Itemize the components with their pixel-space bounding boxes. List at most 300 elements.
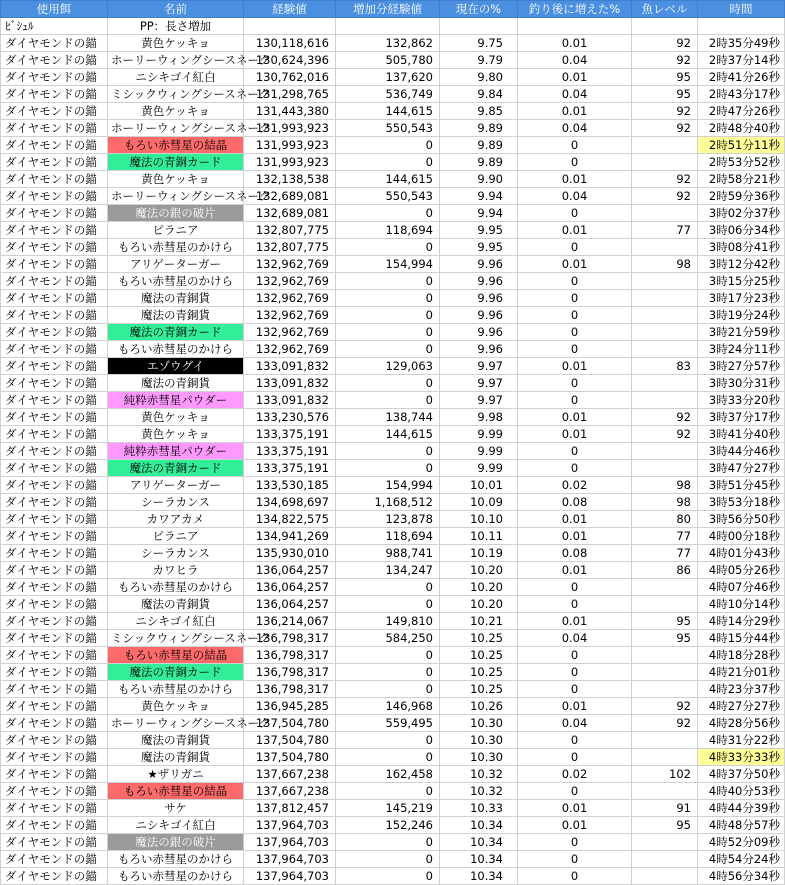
cell-fish-level[interactable]: 80 — [632, 511, 698, 528]
cell-exp[interactable]: 135,930,010 — [244, 545, 336, 562]
cell-exp[interactable]: 137,964,703 — [244, 868, 336, 885]
cell-fish-level[interactable]: 98 — [632, 477, 698, 494]
cell-current-percent[interactable]: 10.32 — [440, 766, 518, 783]
cell-exp[interactable]: 132,962,769 — [244, 324, 336, 341]
cell-exp-gain[interactable]: 0 — [336, 137, 440, 154]
cell-exp-gain[interactable]: 154,994 — [336, 477, 440, 494]
cell-percent-gain[interactable]: 0.04 — [518, 120, 632, 137]
header-fish-level[interactable]: 魚レベル — [632, 1, 698, 18]
cell-exp-gain[interactable]: 559,495 — [336, 715, 440, 732]
cell-fish-level[interactable] — [632, 137, 698, 154]
subheader-cell[interactable] — [518, 18, 632, 35]
cell-time[interactable]: 2時37分14秒 — [698, 52, 785, 69]
cell-bait[interactable]: ダイヤモンドの錨 — [1, 256, 108, 273]
cell-exp[interactable]: 137,964,703 — [244, 851, 336, 868]
cell-fish-level[interactable]: 92 — [632, 120, 698, 137]
cell-bait[interactable]: ダイヤモンドの錨 — [1, 239, 108, 256]
cell-time[interactable]: 3時02分37秒 — [698, 205, 785, 222]
cell-current-percent[interactable]: 9.94 — [440, 188, 518, 205]
cell-bait[interactable]: ダイヤモンドの錨 — [1, 375, 108, 392]
cell-time[interactable]: 2時59分36秒 — [698, 188, 785, 205]
cell-percent-gain[interactable]: 0 — [518, 290, 632, 307]
cell-percent-gain[interactable]: 0.02 — [518, 477, 632, 494]
cell-percent-gain[interactable]: 0.01 — [518, 409, 632, 426]
cell-time[interactable]: 2時41分26秒 — [698, 69, 785, 86]
cell-exp[interactable]: 133,091,832 — [244, 375, 336, 392]
cell-percent-gain[interactable]: 0 — [518, 137, 632, 154]
cell-bait[interactable]: ダイヤモンドの錨 — [1, 630, 108, 647]
cell-time[interactable]: 4時00分18秒 — [698, 528, 785, 545]
cell-bait[interactable]: ダイヤモンドの錨 — [1, 749, 108, 766]
cell-percent-gain[interactable]: 0 — [518, 324, 632, 341]
cell-exp-gain[interactable]: 0 — [336, 749, 440, 766]
cell-name[interactable]: もろい赤彗星の結晶 — [108, 783, 244, 800]
cell-exp-gain[interactable]: 0 — [336, 783, 440, 800]
cell-time[interactable]: 3時37分17秒 — [698, 409, 785, 426]
cell-fish-level[interactable]: 92 — [632, 188, 698, 205]
cell-time[interactable]: 4時52分09秒 — [698, 834, 785, 851]
cell-exp-gain[interactable]: 137,620 — [336, 69, 440, 86]
cell-fish-level[interactable]: 92 — [632, 35, 698, 52]
cell-percent-gain[interactable]: 0.01 — [518, 35, 632, 52]
cell-current-percent[interactable]: 9.96 — [440, 273, 518, 290]
cell-fish-level[interactable]: 92 — [632, 103, 698, 120]
cell-percent-gain[interactable]: 0 — [518, 460, 632, 477]
cell-percent-gain[interactable]: 0 — [518, 392, 632, 409]
cell-exp[interactable]: 132,689,081 — [244, 205, 336, 222]
cell-current-percent[interactable]: 10.21 — [440, 613, 518, 630]
cell-bait[interactable]: ダイヤモンドの錨 — [1, 545, 108, 562]
cell-exp[interactable]: 132,962,769 — [244, 290, 336, 307]
cell-percent-gain[interactable]: 0 — [518, 664, 632, 681]
cell-current-percent[interactable]: 9.96 — [440, 341, 518, 358]
cell-exp-gain[interactable]: 0 — [336, 307, 440, 324]
cell-bait[interactable]: ダイヤモンドの錨 — [1, 341, 108, 358]
cell-exp-gain[interactable]: 0 — [336, 732, 440, 749]
cell-fish-level[interactable] — [632, 460, 698, 477]
cell-bait[interactable]: ダイヤモンドの錨 — [1, 273, 108, 290]
cell-bait[interactable]: ダイヤモンドの錨 — [1, 154, 108, 171]
cell-bait[interactable]: ダイヤモンドの錨 — [1, 392, 108, 409]
subheader-cell[interactable]: PP：長さ増加 — [108, 18, 244, 35]
cell-exp-gain[interactable]: 0 — [336, 154, 440, 171]
cell-bait[interactable]: ダイヤモンドの錨 — [1, 766, 108, 783]
cell-name[interactable]: 魔法の青銅貨 — [108, 307, 244, 324]
cell-bait[interactable]: ダイヤモンドの錨 — [1, 358, 108, 375]
cell-exp-gain[interactable]: 123,878 — [336, 511, 440, 528]
cell-percent-gain[interactable]: 0 — [518, 681, 632, 698]
header-exp[interactable]: 経験値 — [244, 1, 336, 18]
cell-bait[interactable]: ダイヤモンドの錨 — [1, 290, 108, 307]
cell-percent-gain[interactable]: 0.08 — [518, 545, 632, 562]
cell-percent-gain[interactable]: 0 — [518, 579, 632, 596]
cell-exp[interactable]: 137,964,703 — [244, 834, 336, 851]
cell-exp-gain[interactable]: 144,615 — [336, 103, 440, 120]
cell-name[interactable]: 黄色ケッキョ — [108, 409, 244, 426]
cell-exp[interactable]: 136,064,257 — [244, 596, 336, 613]
cell-exp-gain[interactable]: 0 — [336, 290, 440, 307]
cell-exp[interactable]: 133,375,191 — [244, 460, 336, 477]
cell-current-percent[interactable]: 9.89 — [440, 120, 518, 137]
cell-bait[interactable]: ダイヤモンドの錨 — [1, 137, 108, 154]
cell-percent-gain[interactable]: 0 — [518, 273, 632, 290]
cell-fish-level[interactable]: 95 — [632, 69, 698, 86]
cell-current-percent[interactable]: 9.99 — [440, 443, 518, 460]
cell-bait[interactable]: ダイヤモンドの錨 — [1, 443, 108, 460]
cell-percent-gain[interactable]: 0.01 — [518, 698, 632, 715]
cell-time[interactable]: 3時30分31秒 — [698, 375, 785, 392]
cell-exp[interactable]: 136,798,317 — [244, 664, 336, 681]
cell-percent-gain[interactable]: 0.01 — [518, 69, 632, 86]
cell-bait[interactable]: ダイヤモンドの錨 — [1, 511, 108, 528]
cell-exp-gain[interactable]: 1,168,512 — [336, 494, 440, 511]
cell-name[interactable]: ホーリーウィングシースネーク — [108, 52, 244, 69]
cell-exp[interactable]: 136,945,285 — [244, 698, 336, 715]
cell-fish-level[interactable] — [632, 596, 698, 613]
cell-time[interactable]: 3時08分41秒 — [698, 239, 785, 256]
cell-bait[interactable]: ダイヤモンドの錨 — [1, 698, 108, 715]
cell-current-percent[interactable]: 10.10 — [440, 511, 518, 528]
cell-exp[interactable]: 137,812,457 — [244, 800, 336, 817]
cell-bait[interactable]: ダイヤモンドの錨 — [1, 800, 108, 817]
cell-percent-gain[interactable]: 0 — [518, 154, 632, 171]
cell-current-percent[interactable]: 9.95 — [440, 239, 518, 256]
cell-percent-gain[interactable]: 0.01 — [518, 511, 632, 528]
cell-time[interactable]: 3時12分42秒 — [698, 256, 785, 273]
cell-name[interactable]: アリゲーターガー — [108, 256, 244, 273]
cell-exp[interactable]: 132,962,769 — [244, 256, 336, 273]
cell-name[interactable]: ホーリーウィングシースネーク — [108, 188, 244, 205]
cell-name[interactable]: もろい赤彗星の結晶 — [108, 647, 244, 664]
cell-fish-level[interactable] — [632, 868, 698, 885]
cell-percent-gain[interactable]: 0.01 — [518, 103, 632, 120]
cell-time[interactable]: 4時56分34秒 — [698, 868, 785, 885]
cell-exp-gain[interactable]: 0 — [336, 596, 440, 613]
cell-current-percent[interactable]: 10.19 — [440, 545, 518, 562]
cell-exp[interactable]: 132,689,081 — [244, 188, 336, 205]
cell-fish-level[interactable]: 92 — [632, 171, 698, 188]
cell-current-percent[interactable]: 9.79 — [440, 52, 518, 69]
cell-exp[interactable]: 130,624,396 — [244, 52, 336, 69]
cell-name[interactable]: 純粋赤彗星パウダー — [108, 443, 244, 460]
cell-time[interactable]: 3時17分23秒 — [698, 290, 785, 307]
cell-name[interactable]: ホーリーウィングシースネーク — [108, 120, 244, 137]
cell-bait[interactable]: ダイヤモンドの錨 — [1, 613, 108, 630]
cell-current-percent[interactable]: 9.89 — [440, 137, 518, 154]
cell-bait[interactable]: ダイヤモンドの錨 — [1, 868, 108, 885]
cell-fish-level[interactable]: 92 — [632, 698, 698, 715]
cell-exp[interactable]: 136,064,257 — [244, 579, 336, 596]
cell-bait[interactable]: ダイヤモンドの錨 — [1, 647, 108, 664]
cell-current-percent[interactable]: 10.25 — [440, 681, 518, 698]
cell-name[interactable]: シーラカンス — [108, 494, 244, 511]
cell-exp[interactable]: 134,698,697 — [244, 494, 336, 511]
cell-exp-gain[interactable]: 118,694 — [336, 528, 440, 545]
cell-fish-level[interactable] — [632, 681, 698, 698]
cell-time[interactable]: 3時47分27秒 — [698, 460, 785, 477]
cell-time[interactable]: 2時53分52秒 — [698, 154, 785, 171]
cell-current-percent[interactable]: 9.89 — [440, 154, 518, 171]
cell-exp[interactable]: 131,298,765 — [244, 86, 336, 103]
cell-time[interactable]: 3時56分50秒 — [698, 511, 785, 528]
cell-time[interactable]: 4時10分14秒 — [698, 596, 785, 613]
cell-fish-level[interactable] — [632, 392, 698, 409]
cell-fish-level[interactable] — [632, 443, 698, 460]
cell-bait[interactable]: ダイヤモンドの錨 — [1, 579, 108, 596]
cell-name[interactable]: ホーリーウィングシースネーク — [108, 715, 244, 732]
cell-bait[interactable]: ダイヤモンドの錨 — [1, 494, 108, 511]
cell-exp-gain[interactable]: 145,219 — [336, 800, 440, 817]
cell-name[interactable]: 魔法の青銅貨 — [108, 596, 244, 613]
cell-percent-gain[interactable]: 0.01 — [518, 562, 632, 579]
cell-name[interactable]: もろい赤彗星の結晶 — [108, 137, 244, 154]
cell-name[interactable]: もろい赤彗星のかけら — [108, 681, 244, 698]
cell-name[interactable]: 魔法の銀の破片 — [108, 205, 244, 222]
cell-exp[interactable]: 131,993,923 — [244, 154, 336, 171]
cell-time[interactable]: 4時28分56秒 — [698, 715, 785, 732]
cell-percent-gain[interactable]: 0 — [518, 834, 632, 851]
cell-bait[interactable]: ダイヤモンドの錨 — [1, 52, 108, 69]
cell-name[interactable]: カワヒラ — [108, 562, 244, 579]
subheader-cell[interactable] — [698, 18, 785, 35]
cell-bait[interactable]: ダイヤモンドの錨 — [1, 205, 108, 222]
cell-current-percent[interactable]: 9.96 — [440, 256, 518, 273]
cell-percent-gain[interactable]: 0.08 — [518, 494, 632, 511]
cell-time[interactable]: 3時51分45秒 — [698, 477, 785, 494]
cell-time[interactable]: 4時54分24秒 — [698, 851, 785, 868]
cell-exp[interactable]: 137,667,238 — [244, 783, 336, 800]
cell-fish-level[interactable]: 98 — [632, 494, 698, 511]
cell-exp[interactable]: 134,941,269 — [244, 528, 336, 545]
cell-fish-level[interactable] — [632, 205, 698, 222]
subheader-cell[interactable] — [244, 18, 336, 35]
cell-current-percent[interactable]: 9.85 — [440, 103, 518, 120]
cell-current-percent[interactable]: 9.95 — [440, 222, 518, 239]
cell-current-percent[interactable]: 10.34 — [440, 868, 518, 885]
cell-time[interactable]: 3時53分18秒 — [698, 494, 785, 511]
cell-exp[interactable]: 133,375,191 — [244, 426, 336, 443]
cell-exp[interactable]: 133,091,832 — [244, 392, 336, 409]
cell-bait[interactable]: ダイヤモンドの錨 — [1, 307, 108, 324]
cell-current-percent[interactable]: 10.30 — [440, 749, 518, 766]
cell-time[interactable]: 4時01分43秒 — [698, 545, 785, 562]
cell-bait[interactable]: ダイヤモンドの錨 — [1, 681, 108, 698]
cell-name[interactable]: サケ — [108, 800, 244, 817]
cell-bait[interactable]: ダイヤモンドの錨 — [1, 324, 108, 341]
cell-exp-gain[interactable]: 0 — [336, 392, 440, 409]
cell-name[interactable]: アリゲーターガー — [108, 477, 244, 494]
subheader-cell[interactable]: ﾋﾞｼｭﾙ — [1, 18, 108, 35]
cell-fish-level[interactable]: 77 — [632, 222, 698, 239]
header-bait[interactable]: 使用餌 — [1, 1, 108, 18]
cell-name[interactable]: シーラカンス — [108, 545, 244, 562]
cell-name[interactable]: もろい赤彗星のかけら — [108, 341, 244, 358]
cell-exp-gain[interactable]: 132,862 — [336, 35, 440, 52]
cell-exp[interactable]: 133,230,576 — [244, 409, 336, 426]
cell-current-percent[interactable]: 10.30 — [440, 715, 518, 732]
subheader-cell[interactable] — [440, 18, 518, 35]
cell-fish-level[interactable]: 92 — [632, 426, 698, 443]
cell-bait[interactable]: ダイヤモンドの錨 — [1, 817, 108, 834]
cell-time[interactable]: 2時48分40秒 — [698, 120, 785, 137]
cell-bait[interactable]: ダイヤモンドの錨 — [1, 86, 108, 103]
cell-exp-gain[interactable]: 0 — [336, 868, 440, 885]
cell-name[interactable]: 魔法の青銅貨 — [108, 290, 244, 307]
cell-current-percent[interactable]: 9.97 — [440, 392, 518, 409]
cell-percent-gain[interactable]: 0.04 — [518, 52, 632, 69]
cell-exp[interactable]: 136,798,317 — [244, 681, 336, 698]
cell-exp-gain[interactable]: 988,741 — [336, 545, 440, 562]
cell-percent-gain[interactable]: 0.01 — [518, 358, 632, 375]
cell-fish-level[interactable]: 86 — [632, 562, 698, 579]
cell-percent-gain[interactable]: 0.04 — [518, 630, 632, 647]
cell-current-percent[interactable]: 10.20 — [440, 596, 518, 613]
cell-name[interactable]: ★ザリガニ — [108, 766, 244, 783]
cell-time[interactable]: 3時15分25秒 — [698, 273, 785, 290]
cell-exp[interactable]: 132,807,775 — [244, 239, 336, 256]
cell-fish-level[interactable] — [632, 239, 698, 256]
cell-time[interactable]: 4時14分29秒 — [698, 613, 785, 630]
cell-percent-gain[interactable]: 0 — [518, 749, 632, 766]
cell-fish-level[interactable] — [632, 290, 698, 307]
cell-name[interactable]: ミシックウィングシースネーク — [108, 630, 244, 647]
cell-exp[interactable]: 137,504,780 — [244, 749, 336, 766]
cell-percent-gain[interactable]: 0 — [518, 868, 632, 885]
header-percent-gain[interactable]: 釣り後に増えた% — [518, 1, 632, 18]
cell-percent-gain[interactable]: 0.01 — [518, 528, 632, 545]
cell-exp[interactable]: 137,667,238 — [244, 766, 336, 783]
cell-exp-gain[interactable]: 550,543 — [336, 188, 440, 205]
cell-exp[interactable]: 137,504,780 — [244, 732, 336, 749]
cell-bait[interactable]: ダイヤモンドの錨 — [1, 460, 108, 477]
cell-percent-gain[interactable]: 0 — [518, 783, 632, 800]
cell-percent-gain[interactable]: 0.04 — [518, 86, 632, 103]
subheader-cell[interactable] — [336, 18, 440, 35]
cell-name[interactable]: 魔法の青銅貨 — [108, 375, 244, 392]
cell-time[interactable]: 2時58分21秒 — [698, 171, 785, 188]
cell-bait[interactable]: ダイヤモンドの錨 — [1, 69, 108, 86]
cell-name[interactable]: 黄色ケッキョ — [108, 698, 244, 715]
cell-fish-level[interactable]: 102 — [632, 766, 698, 783]
cell-exp-gain[interactable]: 0 — [336, 375, 440, 392]
cell-exp-gain[interactable]: 146,968 — [336, 698, 440, 715]
subheader-cell[interactable] — [632, 18, 698, 35]
cell-current-percent[interactable]: 10.34 — [440, 834, 518, 851]
cell-fish-level[interactable] — [632, 273, 698, 290]
cell-fish-level[interactable] — [632, 749, 698, 766]
cell-current-percent[interactable]: 10.25 — [440, 647, 518, 664]
cell-time[interactable]: 2時35分49秒 — [698, 35, 785, 52]
cell-bait[interactable]: ダイヤモンドの錨 — [1, 409, 108, 426]
cell-exp-gain[interactable]: 0 — [336, 834, 440, 851]
cell-bait[interactable]: ダイヤモンドの錨 — [1, 103, 108, 120]
cell-exp[interactable]: 131,993,923 — [244, 137, 336, 154]
cell-name[interactable]: ピラニア — [108, 222, 244, 239]
header-name[interactable]: 名前 — [108, 1, 244, 18]
cell-name[interactable]: もろい赤彗星のかけら — [108, 868, 244, 885]
cell-time[interactable]: 3時24分11秒 — [698, 341, 785, 358]
cell-exp[interactable]: 136,214,067 — [244, 613, 336, 630]
cell-fish-level[interactable] — [632, 834, 698, 851]
cell-current-percent[interactable]: 10.32 — [440, 783, 518, 800]
cell-percent-gain[interactable]: 0 — [518, 647, 632, 664]
cell-percent-gain[interactable]: 0.01 — [518, 613, 632, 630]
cell-time[interactable]: 4時48分57秒 — [698, 817, 785, 834]
cell-fish-level[interactable] — [632, 664, 698, 681]
cell-fish-level[interactable]: 95 — [632, 630, 698, 647]
cell-name[interactable]: 魔法の青銅カード — [108, 460, 244, 477]
cell-percent-gain[interactable]: 0 — [518, 851, 632, 868]
cell-exp-gain[interactable]: 149,810 — [336, 613, 440, 630]
cell-fish-level[interactable]: 95 — [632, 613, 698, 630]
cell-current-percent[interactable]: 9.98 — [440, 409, 518, 426]
cell-name[interactable]: もろい赤彗星のかけら — [108, 239, 244, 256]
cell-exp-gain[interactable]: 0 — [336, 273, 440, 290]
cell-exp[interactable]: 130,762,016 — [244, 69, 336, 86]
cell-time[interactable]: 4時33分33秒 — [698, 749, 785, 766]
cell-percent-gain[interactable]: 0 — [518, 596, 632, 613]
cell-exp[interactable]: 136,064,257 — [244, 562, 336, 579]
cell-current-percent[interactable]: 9.97 — [440, 375, 518, 392]
cell-time[interactable]: 4時15分44秒 — [698, 630, 785, 647]
cell-time[interactable]: 4時18分28秒 — [698, 647, 785, 664]
cell-name[interactable]: もろい赤彗星のかけら — [108, 579, 244, 596]
cell-time[interactable]: 4時07分46秒 — [698, 579, 785, 596]
cell-exp-gain[interactable]: 0 — [336, 664, 440, 681]
cell-name[interactable]: 黄色ケッキョ — [108, 171, 244, 188]
header-time[interactable]: 時間 — [698, 1, 785, 18]
cell-exp-gain[interactable]: 0 — [336, 443, 440, 460]
cell-bait[interactable]: ダイヤモンドの錨 — [1, 783, 108, 800]
cell-exp[interactable]: 134,822,575 — [244, 511, 336, 528]
cell-name[interactable]: 純粋赤彗星パウダー — [108, 392, 244, 409]
cell-bait[interactable]: ダイヤモンドの錨 — [1, 596, 108, 613]
cell-name[interactable]: 黄色ケッキョ — [108, 426, 244, 443]
cell-name[interactable]: エゾウグイ — [108, 358, 244, 375]
cell-name[interactable]: 魔法の青銅貨 — [108, 749, 244, 766]
cell-exp[interactable]: 133,375,191 — [244, 443, 336, 460]
cell-fish-level[interactable] — [632, 307, 698, 324]
cell-current-percent[interactable]: 9.96 — [440, 307, 518, 324]
cell-fish-level[interactable]: 83 — [632, 358, 698, 375]
cell-bait[interactable]: ダイヤモンドの錨 — [1, 426, 108, 443]
cell-current-percent[interactable]: 10.11 — [440, 528, 518, 545]
cell-fish-level[interactable]: 77 — [632, 545, 698, 562]
cell-fish-level[interactable]: 95 — [632, 817, 698, 834]
cell-percent-gain[interactable]: 0 — [518, 375, 632, 392]
cell-exp-gain[interactable]: 154,994 — [336, 256, 440, 273]
cell-name[interactable]: ミシックウィングシースネーク — [108, 86, 244, 103]
cell-bait[interactable]: ダイヤモンドの錨 — [1, 188, 108, 205]
cell-exp-gain[interactable]: 505,780 — [336, 52, 440, 69]
cell-current-percent[interactable]: 10.01 — [440, 477, 518, 494]
cell-time[interactable]: 4時40分53秒 — [698, 783, 785, 800]
cell-time[interactable]: 4時27分27秒 — [698, 698, 785, 715]
cell-exp[interactable]: 137,964,703 — [244, 817, 336, 834]
cell-bait[interactable]: ダイヤモンドの錨 — [1, 120, 108, 137]
cell-exp-gain[interactable]: 129,063 — [336, 358, 440, 375]
cell-exp-gain[interactable]: 536,749 — [336, 86, 440, 103]
cell-name[interactable]: 黄色ケッキョ — [108, 35, 244, 52]
cell-exp[interactable]: 132,962,769 — [244, 307, 336, 324]
cell-current-percent[interactable]: 9.94 — [440, 205, 518, 222]
cell-bait[interactable]: ダイヤモンドの錨 — [1, 562, 108, 579]
cell-time[interactable]: 4時05分26秒 — [698, 562, 785, 579]
cell-time[interactable]: 3時19分24秒 — [698, 307, 785, 324]
cell-exp-gain[interactable]: 550,543 — [336, 120, 440, 137]
cell-percent-gain[interactable]: 0.04 — [518, 188, 632, 205]
cell-fish-level[interactable] — [632, 341, 698, 358]
